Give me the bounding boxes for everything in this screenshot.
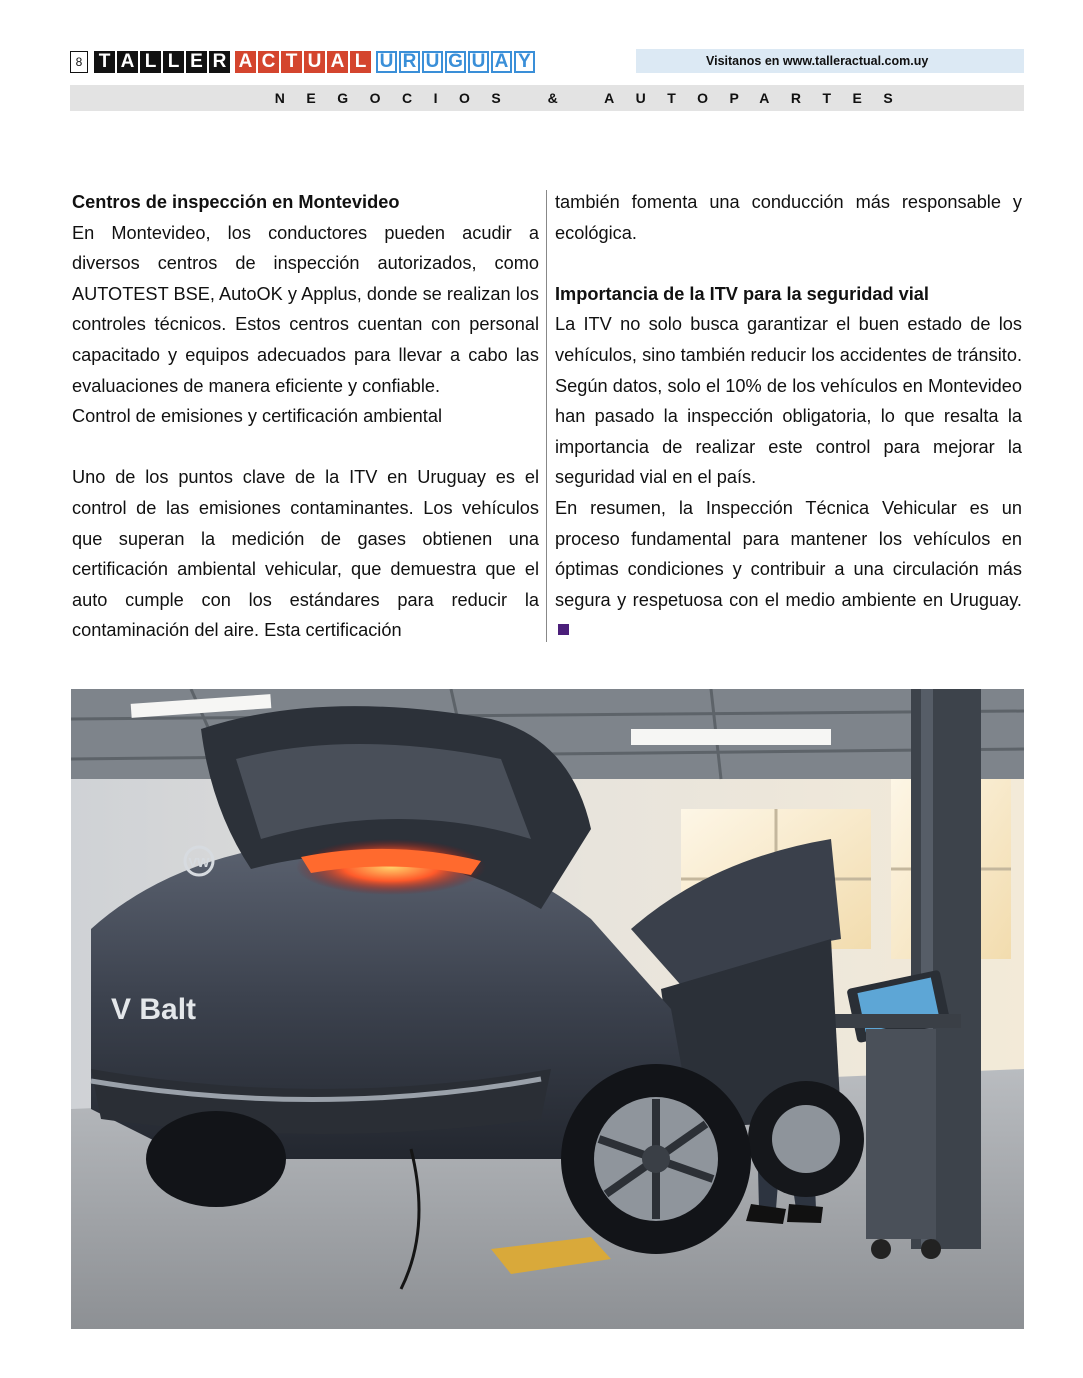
brand-letter: U [376,51,397,73]
page-number: 8 [70,51,88,73]
paragraph: En Montevideo, los conductores pueden acudir a diversos centros de inspección autorizados, como AUTOTEST BSE, AutoOK y Applus, donde se realizan los controles técnicos. Estos centros cuentan con personal capacitado y equipos adecuados para llevar a cabo las evaluaciones de manera eficiente y confiable. [72,222,539,396]
brand-letter: A [235,51,256,73]
article-photo [71,689,1024,1329]
section-heading: Centros de inspección en Montevideo [72,192,400,212]
paragraph: Uno de los puntos clave de la ITV en Uruguay es el control de las emisiones contaminantes. Los vehículos que superan la medición de gases obtienen una certificación ambiental vehicular, que demuestra que el auto cumple con los estándares para reducir la contaminación del aire. Esta certificación [72,467,539,641]
brand-letter: U [422,51,443,73]
brand-letter: U [304,51,325,73]
car-plate-text: V Balt [111,993,197,1026]
column-divider [546,190,547,642]
paragraph: La ITV no solo busca garantizar el buen estado de los vehículos, sino también reducir los accidentes de tránsito. Según datos, solo el 10% de los vehículos en Montevideo han pasado la inspección obligatoria, lo que resalta la importancia de realizar este control para mejorar la seguridad vial en el país. [555,314,1022,488]
brand-letter: L [350,51,371,73]
brand-letter: T [94,51,115,73]
end-of-article-mark [558,624,569,635]
masthead [70,48,537,75]
article-column-left [72,187,539,646]
brand-letter: R [209,51,230,73]
paragraph: Control de emisiones y certificación ambiental [72,406,442,427]
paragraph-text: En resumen, la Inspección Técnica Vehicular es un proceso fundamental para mantener los vehículos en óptimas condiciones y contribuir a una circulación más segura y respetuosa con el medio ambiente en Uruguay. [555,497,1022,610]
section-tag: NEGOCIOS & AUTOPARTES [274,90,915,106]
brand-logo [94,51,537,73]
article-column-right [555,187,1022,646]
brand-letter: A [117,51,138,73]
brand-letter: E [186,51,207,73]
car-inspection-illustration [71,689,1024,1329]
paragraph [555,493,1022,646]
section-heading: Importancia de la ITV para la seguridad vial [555,283,929,304]
brand-letter: R [399,51,420,73]
brand-letter: A [327,51,348,73]
brand-letter: L [140,51,161,73]
paragraph: también fomenta una conducción más responsable y ecológica. [555,192,1022,243]
section-bar [70,85,1024,111]
brand-letter: A [491,51,512,73]
car-badge: VW [188,855,210,870]
brand-letter: Y [514,51,535,73]
brand-letter: T [281,51,302,73]
brand-letter: L [163,51,184,73]
brand-letter: U [468,51,489,73]
brand-letter: C [258,51,279,73]
brand-letter: G [445,51,466,73]
website-link[interactable]: Visitanos en www.talleractual.com.uy [636,49,1024,73]
